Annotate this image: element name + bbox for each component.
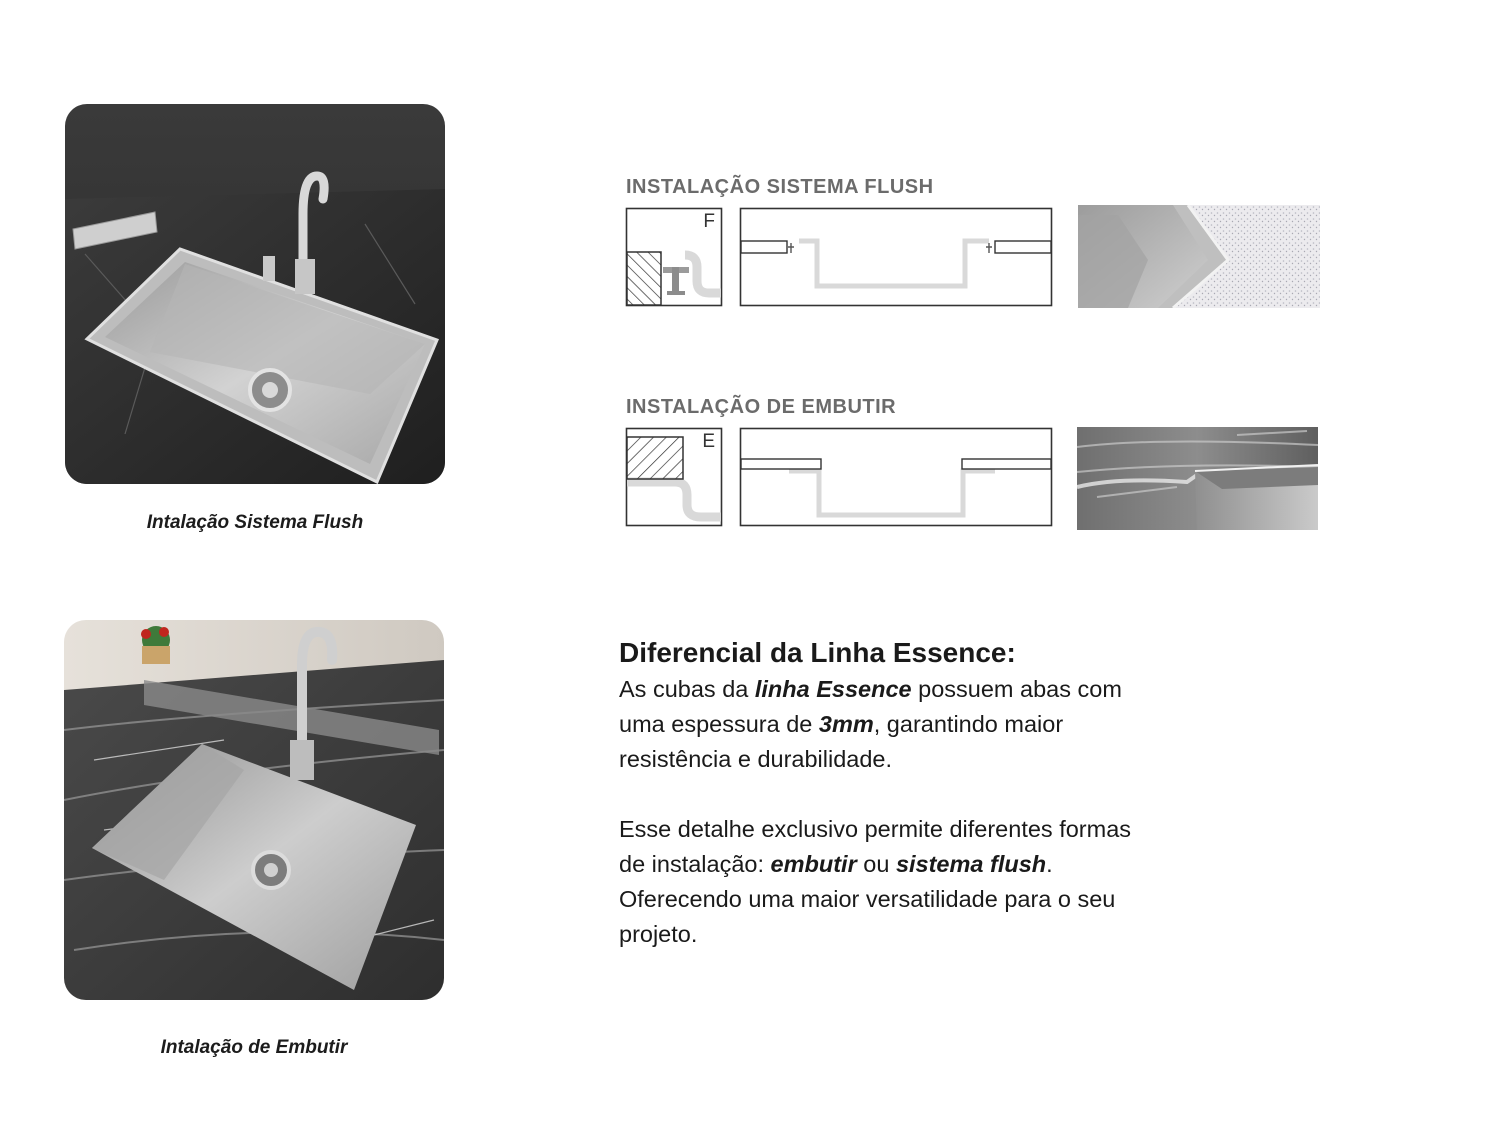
p2-text-3: . Oferecendo uma maior versatilidade para o seu projeto. <box>619 851 1116 947</box>
flush-section-diagram <box>739 207 1053 307</box>
description-heading: Diferencial da Linha Essence: <box>619 637 1016 668</box>
p2-text-2: ou <box>856 851 896 877</box>
embutir-section-title: INSTALAÇÃO DE EMBUTIR <box>626 396 897 418</box>
p2-emphasis-sistema-flush: sistema flush <box>895 851 1047 877</box>
photo-embutir-sink <box>64 620 444 1000</box>
embutir-section-diagram <box>739 427 1053 527</box>
p1-emphasis-linha-essence: linha Essence <box>754 676 912 702</box>
photo-flush-sink <box>65 104 445 484</box>
flush-section-title: INSTALAÇÃO SISTEMA FLUSH <box>626 176 934 198</box>
photo-flush-caption: Intalação Sistema Flush <box>146 512 364 533</box>
embutir-detail-diagram <box>625 427 723 527</box>
embutir-edge-photo <box>1077 427 1318 530</box>
description-block <box>619 634 1139 952</box>
embutir-sink-image <box>64 620 444 1000</box>
flush-sink-image <box>65 104 445 484</box>
description-paragraph-1 <box>619 672 1139 777</box>
photo-embutir-caption: Intalação de Embutir <box>160 1037 348 1058</box>
flush-edge-photo <box>1078 205 1320 308</box>
p2-emphasis-embutir: embutir <box>770 851 857 877</box>
p1-text-1: As cubas da <box>619 676 755 702</box>
flush-detail-badge: F <box>703 211 715 232</box>
p1-text-3: , garantindo maior resistência e durabilidade. <box>619 711 1064 772</box>
description-paragraph-2 <box>619 812 1139 952</box>
embutir-detail-badge: E <box>702 431 715 452</box>
p2-text-1: Esse detalhe exclusivo permite diferentes formas de instalação: <box>619 816 1132 877</box>
p1-emphasis-3mm: 3mm <box>818 711 874 737</box>
flush-detail-diagram <box>625 207 723 307</box>
p1-text-2: possuem abas com uma espessura de <box>619 676 1122 737</box>
